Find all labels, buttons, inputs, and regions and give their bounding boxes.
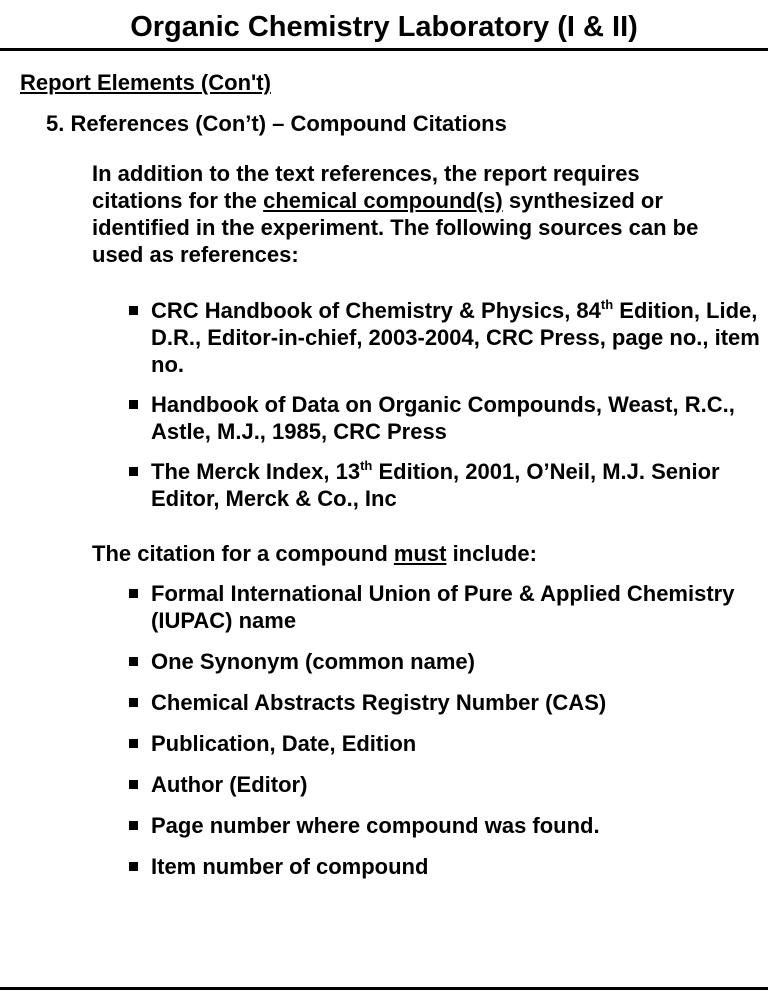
citation-intro-text: The citation for a compound [92, 541, 394, 566]
source-text-end: Edition, 2001, O’Neil, M.J. Senior Editor, Merck & Co., Inc [151, 459, 720, 511]
requirement-text: Author (Editor) [151, 772, 308, 797]
square-bullet-icon [129, 400, 138, 409]
source-text: CRC Handbook of Chemistry & Physics, 84 [151, 298, 601, 323]
title-divider [0, 48, 768, 51]
intro-text-end: synthesized or identified in the experiment. The following sources can be used as references: [92, 188, 699, 267]
requirement-text: One Synonym (common name) [151, 649, 475, 674]
section-heading: 5. References (Con’t) – Compound Citations [46, 111, 507, 136]
square-bullet-icon [129, 862, 138, 871]
citation-intro-text-end: include: [446, 541, 537, 566]
square-bullet-icon [129, 589, 138, 598]
subheading: Report Elements (Con't) [20, 70, 271, 95]
requirement-text: Chemical Abstracts Registry Number (CAS) [151, 690, 607, 715]
intro-text: In addition to the text references, the report requires citations for the [92, 161, 640, 213]
source-text-end: Edition, Lide, D.R., Editor-in-chief, 2003-2004, CRC Press, page no., item no. [151, 298, 760, 377]
list-item [0, 730, 761, 757]
requirement-text: Publication, Date, Edition [151, 731, 417, 756]
list-item [0, 648, 761, 675]
requirement-text: Formal International Union of Pure & Applied Chemistry (IUPAC) name [151, 581, 735, 633]
list-item [0, 771, 761, 798]
source-text: The Merck Index, 13 [151, 459, 361, 484]
bottom-divider [0, 987, 768, 990]
square-bullet-icon [129, 698, 138, 707]
source-list [0, 297, 761, 525]
list-item [0, 458, 761, 512]
list-item [0, 689, 761, 716]
list-item [0, 812, 761, 839]
citation-intro [92, 540, 732, 567]
requirement-text: Page number where compound was found. [151, 813, 600, 838]
square-bullet-icon [129, 821, 138, 830]
list-item [0, 580, 761, 634]
requirements-list [0, 580, 761, 894]
intro-paragraph [92, 160, 732, 268]
intro-underlined-text: chemical compound(s) [263, 188, 503, 213]
square-bullet-icon [129, 306, 138, 315]
list-item [0, 297, 761, 378]
citation-underlined-text: must [393, 541, 447, 566]
list-item [0, 853, 761, 880]
square-bullet-icon [129, 780, 138, 789]
superscript: th [360, 458, 373, 473]
list-item [0, 391, 761, 445]
requirement-text: Item number of compound [151, 854, 429, 879]
square-bullet-icon [129, 739, 138, 748]
square-bullet-icon [129, 657, 138, 666]
page-title: Organic Chemistry Laboratory (I & II) [130, 11, 638, 43]
superscript: th [600, 297, 614, 312]
source-text: Handbook of Data on Organic Compounds, Weast, R.C., Astle, M.J., 1985, CRC Press [151, 392, 735, 444]
square-bullet-icon [129, 467, 138, 476]
